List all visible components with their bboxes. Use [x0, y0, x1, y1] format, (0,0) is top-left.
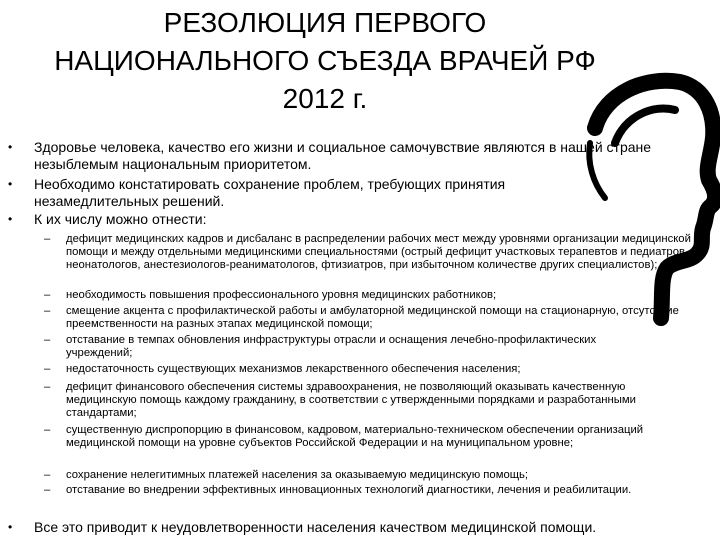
title-line-1: РЕЗОЛЮЦИЯ ПЕРВОГО	[163, 7, 487, 38]
sub-item-text: недостаточность существующих механизмов лекарственного обеспечения населения;	[66, 363, 521, 375]
sub-item-text: необходимость повышения профессионального уровня медицинских работников;	[66, 289, 497, 301]
sub-item-text: дефицит финансового обеспечения системы здравоохранения, не позволяющий оказывать качественную медицинскую помощь каждому гражданину, в соответствии с утвержденными порядками и разработанными стандартами;	[66, 381, 636, 419]
bullet-marker: •	[8, 520, 13, 534]
dash-marker: –	[44, 484, 51, 496]
dash-marker: –	[44, 305, 51, 317]
bullet-marker: •	[8, 177, 13, 191]
dash-marker: –	[44, 289, 51, 301]
dash-marker: –	[44, 334, 51, 346]
title-line-3: 2012 г.	[282, 83, 368, 114]
dash-marker: –	[44, 363, 51, 375]
bullet-marker: •	[8, 212, 13, 226]
sub-item-text: сохранение нелегитимных платежей населения за оказываемую медицинскую помощь;	[66, 469, 529, 481]
sub-item-text: существенную диспропорцию в финансовом, кадровом, материально-техническом обеспечении организаций медицинской помощи на уровне субъектов Российской Федерации и на муниципальном уровне;	[66, 424, 644, 449]
sub-item-text: смещение акцента с профилактической работы и амбулаторной медицинской помощи на стационарную, отсутствие преемственности на разных этапах медицинской помощи;	[66, 305, 679, 330]
dash-marker: –	[44, 469, 51, 481]
dash-marker: –	[44, 424, 51, 436]
sub-item-text: дефицит медицинских кадров и дисбаланс в распределении рабочих мест между уровнями организации медицинской помощи и между отдельными медицинскими специальностями (острый дефицит участковых терапевтов и педиатров, неонатологов, анестезиологов-реаниматологов, фтизиатров, при избыточном количестве других специалистов);	[66, 233, 691, 271]
bullet-marker: •	[8, 140, 13, 154]
sub-item-text: отставание во внедрении эффективных инновационных технологий диагностики, лечения и реабилитации.	[66, 484, 632, 496]
dash-marker: –	[44, 233, 51, 245]
bullet-text: Необходимо констатировать сохранение проблем, требующих принятия незамедлительных решений.	[34, 176, 506, 209]
sub-item-text: отставание в темпах обновления инфраструктуры отрасли и оснащения лечебно-профилактических учреждений;	[66, 334, 597, 359]
title-line-2: НАЦИОНАЛЬНОГО СЪЕЗДА ВРАЧЕЙ РФ	[54, 45, 596, 76]
conclusion-text: Все это приводит к неудовлетворенности населения качеством медицинской помощи.	[34, 519, 597, 535]
dash-marker: –	[44, 381, 51, 393]
bullet-text: Здоровье человека, качество его жизни и социальное самочувствие являются в нашей стране незыблемым национальным приоритетом.	[34, 139, 652, 172]
slide-title	[0, 4, 650, 118]
bullet-text: К их числу можно отнести:	[34, 211, 207, 227]
